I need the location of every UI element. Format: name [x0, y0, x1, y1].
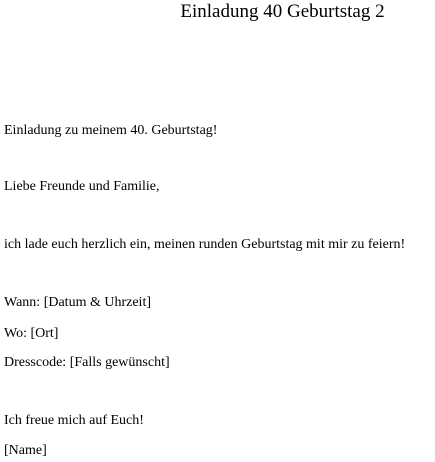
greeting-line: Liebe Freunde und Familie, — [4, 179, 160, 194]
signature-line: [Name] — [4, 443, 47, 458]
where-line: Wo: [Ort] — [4, 326, 59, 341]
document-title: Einladung 40 Geburtstag 2 — [180, 1, 385, 22]
invitation-text: ich lade euch herzlich ein, meinen runden Geburtstag mit mir zu feiern! — [4, 237, 406, 252]
invitation-heading: Einladung zu meinem 40. Geburtstag! — [4, 123, 218, 138]
when-line: Wann: [Datum & Uhrzeit] — [4, 295, 151, 310]
closing-line: Ich freue mich auf Euch! — [4, 413, 144, 428]
dresscode-line: Dresscode: [Falls gewünscht] — [4, 355, 170, 370]
